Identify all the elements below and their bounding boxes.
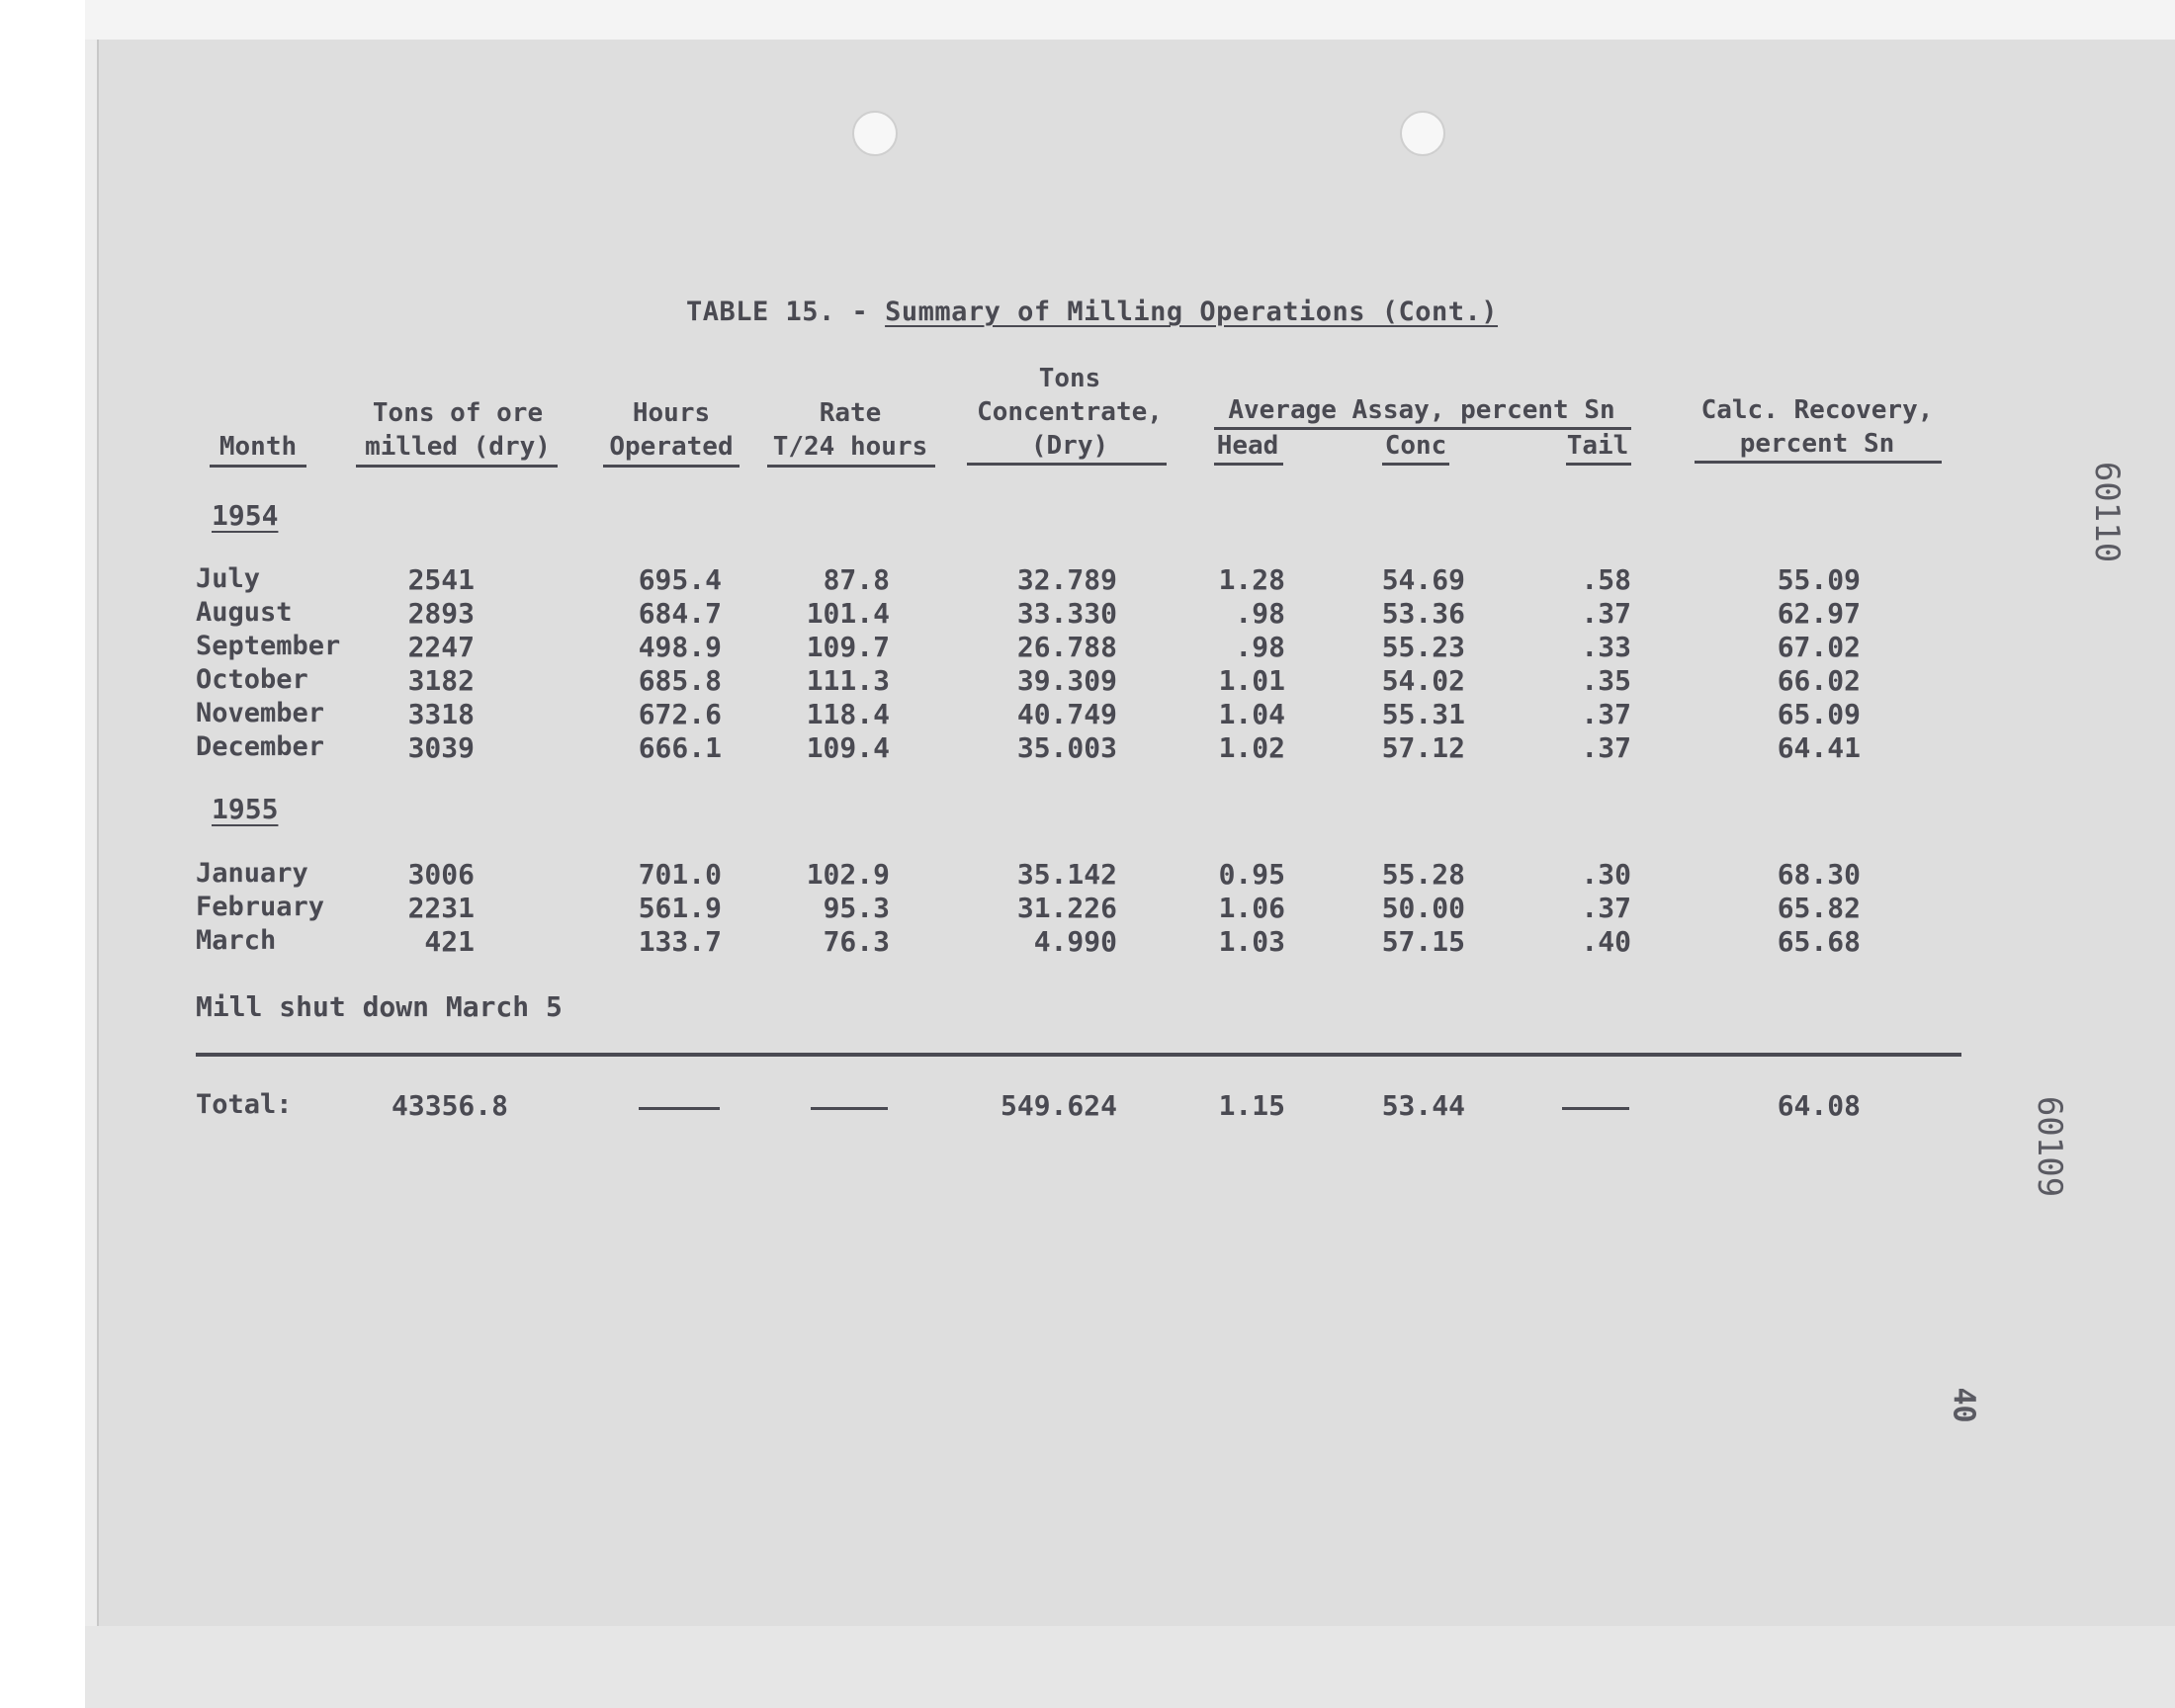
table-row [0,631,2175,664]
total-recovery: 64.08 [1777,1089,1861,1122]
scan-top-border [85,0,2175,40]
table-row [0,892,2175,925]
cell-recovery: 65.68 [1777,925,1861,958]
cell-head: 0.95 [1218,858,1285,891]
cell-recovery: 65.09 [1777,698,1861,730]
year-label-1954: 1954 [212,499,279,532]
cell-head: 1.04 [1218,698,1285,730]
cell-tons: 3006 [407,858,475,891]
header-concentrate-rule [967,463,1167,466]
header-hours [599,396,743,464]
cell-tons: 3039 [407,731,475,764]
header-rate-rule [767,465,935,468]
cell-tail: .58 [1581,563,1631,596]
cell-head: 1.01 [1218,664,1285,697]
cell-conc-tons: 35.003 [1016,731,1117,764]
header-assay-group: Average Assay, percent Sn [1228,395,1615,425]
cell-head: .98 [1235,631,1285,663]
table-row [0,664,2175,698]
cell-recovery: 67.02 [1777,631,1861,663]
cell-tons: 2231 [407,892,475,924]
cell-conc: 55.31 [1381,698,1465,730]
cell-hours: 684.7 [638,597,722,630]
cell-head: .98 [1235,597,1285,630]
table-title [686,297,1498,327]
total-row [0,1089,2175,1125]
cell-rate: 109.7 [806,631,890,663]
header-head: Head [1216,431,1279,461]
cell-recovery: 65.82 [1777,892,1861,924]
table-row [0,858,2175,892]
cell-hours: 133.7 [638,925,722,958]
table-row [0,698,2175,731]
table-title-prefix: TABLE 15. - [686,297,869,327]
scan-bottom-border [85,1626,2175,1708]
header-rate-line2: T/24 hours [772,432,928,462]
cell-month: December [196,731,325,762]
header-conc-rule [1382,463,1449,466]
cell-month: October [196,664,308,695]
cell-tons: 3318 [407,698,475,730]
cell-conc-tons: 33.330 [1016,597,1117,630]
cell-month: August [196,597,293,628]
table-row [0,597,2175,631]
margin-stamp-lower: 60109 [2030,1095,2070,1198]
cell-hours: 695.4 [638,563,722,596]
cell-conc: 54.02 [1381,664,1465,697]
cell-head: 1.03 [1218,925,1285,958]
margin-stamp-upper: 60110 [2087,461,2128,563]
header-concentrate-line2: Concentrate, [977,397,1163,427]
header-month: Month [218,432,298,462]
cell-head: 1.06 [1218,892,1285,924]
cell-hours: 672.6 [638,698,722,730]
cell-tons: 2247 [407,631,475,663]
cell-conc-tons: 39.309 [1016,664,1117,697]
cell-conc: 50.00 [1381,892,1465,924]
scan-left-border [0,0,85,1708]
cell-head: 1.02 [1218,731,1285,764]
punch-hole-left [852,111,898,156]
cell-hours: 685.8 [638,664,722,697]
table-row [0,563,2175,597]
table-row [0,731,2175,765]
cell-rate: 76.3 [823,925,890,958]
total-label: Total: [196,1089,293,1120]
cell-tons: 421 [424,925,475,958]
header-hours-rule [603,465,740,468]
header-hours-line1: Hours [632,398,711,428]
cell-recovery: 68.30 [1777,858,1861,891]
header-rate-line1: Rate [819,398,882,428]
cell-hours: 701.0 [638,858,722,891]
total-rate-dash [811,1107,888,1110]
mill-shutdown-note: Mill shut down March 5 [196,990,563,1023]
cell-tail: .40 [1581,925,1631,958]
cell-tons: 3182 [407,664,475,697]
cell-head: 1.28 [1218,563,1285,596]
cell-hours: 666.1 [638,731,722,764]
cell-conc: 55.28 [1381,858,1465,891]
total-hours-dash [639,1107,720,1110]
total-conc: 53.44 [1381,1089,1465,1122]
cell-month: March [196,925,277,956]
table-title-main: Summary of Milling Operations (Cont.) [885,297,1499,327]
cell-tons: 2541 [407,563,475,596]
cell-tail: .30 [1581,858,1631,891]
cell-conc-tons: 32.789 [1016,563,1117,596]
header-tail: Tail [1566,431,1629,461]
cell-rate: 111.3 [806,664,890,697]
header-recovery-line1: Calc. Recovery, [1700,395,1934,425]
header-conc: Conc [1384,431,1447,461]
cell-month: September [196,631,341,661]
header-recovery-rule [1695,461,1942,464]
cell-rate: 109.4 [806,731,890,764]
header-month-rule [210,465,306,468]
cell-tail: .37 [1581,892,1631,924]
total-head: 1.15 [1218,1089,1285,1122]
header-recovery [1687,393,1948,461]
cell-rate: 95.3 [823,892,890,924]
cell-recovery: 64.41 [1777,731,1861,764]
cell-recovery: 66.02 [1777,664,1861,697]
cell-tail: .37 [1581,731,1631,764]
header-tons-ore-line1: Tons of ore [372,398,544,428]
header-head-rule [1214,463,1283,466]
cell-conc: 54.69 [1381,563,1465,596]
total-tons: 43356.8 [392,1089,509,1122]
header-tons-ore [346,396,569,464]
header-rate [761,396,939,464]
total-separator-rule [196,1053,1961,1057]
cell-conc: 55.23 [1381,631,1465,663]
header-concentrate-line3: (Dry) [1030,431,1109,461]
cell-rate: 118.4 [806,698,890,730]
cell-conc-tons: 31.226 [1016,892,1117,924]
cell-conc-tons: 26.788 [1016,631,1117,663]
punch-hole-right [1400,111,1445,156]
total-tail-dash [1562,1107,1629,1110]
cell-tail: .37 [1581,698,1631,730]
header-recovery-line2: percent Sn [1739,429,1895,459]
cell-conc: 57.15 [1381,925,1465,958]
header-hours-line2: Operated [609,432,734,462]
cell-month: July [196,563,261,594]
header-tons-ore-line2: milled (dry) [365,432,551,462]
cell-tail: .37 [1581,597,1631,630]
cell-conc: 57.12 [1381,731,1465,764]
cell-conc-tons: 35.142 [1016,858,1117,891]
cell-hours: 498.9 [638,631,722,663]
cell-tons: 2893 [407,597,475,630]
cell-tail: .33 [1581,631,1631,663]
cell-conc: 53.36 [1381,597,1465,630]
header-concentrate [961,362,1178,463]
cell-month: January [196,858,308,889]
total-conc-tons: 549.624 [1000,1089,1117,1122]
cell-conc-tons: 40.749 [1016,698,1117,730]
cell-conc-tons: 4.990 [1033,925,1117,958]
year-label-1955: 1955 [212,793,279,825]
cell-month: November [196,698,325,728]
cell-rate: 101.4 [806,597,890,630]
cell-recovery: 62.97 [1777,597,1861,630]
page-number: 40 [1946,1387,1981,1423]
cell-recovery: 55.09 [1777,563,1861,596]
table-row [0,925,2175,959]
header-concentrate-line1: Tons [1038,364,1101,393]
cell-rate: 87.8 [823,563,890,596]
header-tail-rule [1566,463,1631,466]
paper-sheet [97,40,2175,1626]
header-tons-ore-rule [356,465,558,468]
cell-tail: .35 [1581,664,1631,697]
cell-rate: 102.9 [806,858,890,891]
cell-month: February [196,892,325,922]
cell-hours: 561.9 [638,892,722,924]
